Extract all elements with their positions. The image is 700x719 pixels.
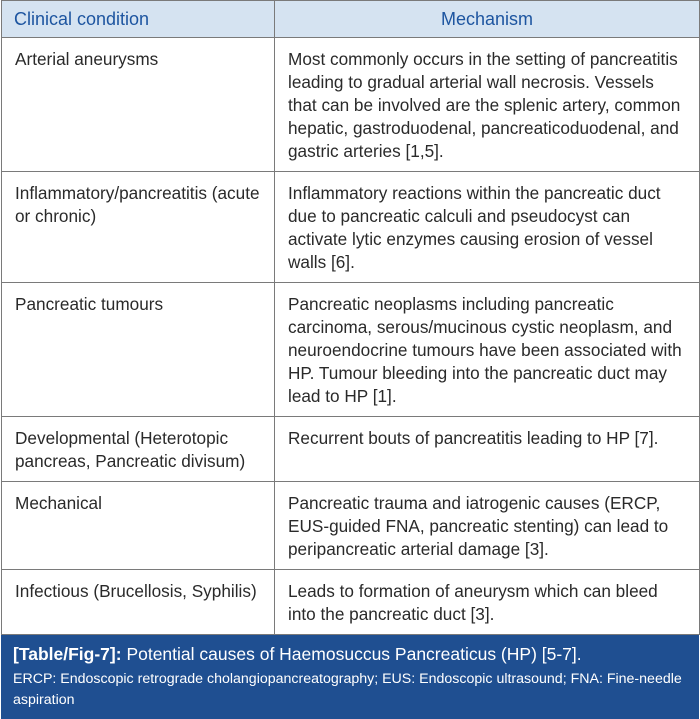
table-row — [2, 417, 700, 482]
mechanism-cell: Recurrent bouts of pancreatitis leading to HP [7]. — [275, 417, 700, 482]
table-row — [2, 172, 700, 283]
caption-title-line — [13, 641, 689, 667]
condition-cell: Mechanical — [2, 482, 275, 570]
table-row — [2, 283, 700, 417]
mechanism-cell: Pancreatic neoplasms including pancreatic carcinoma, serous/mucinous cystic neoplasm, and neuroendocrine tumours have been associated with HP. Tumour bleeding into the pancreatic duct may lead to HP [1]. — [275, 283, 700, 417]
figure-caption — [1, 635, 699, 719]
header-row — [2, 1, 700, 38]
mechanism-cell: Leads to formation of aneurysm which can bleed into the pancreatic duct [3]. — [275, 570, 700, 635]
caption-title: Potential causes of Haemosuccus Pancreaticus (HP) [5-7]. — [126, 644, 582, 664]
header-mechanism: Mechanism — [275, 1, 700, 38]
causes-table — [1, 0, 700, 635]
condition-cell: Arterial aneurysms — [2, 38, 275, 172]
mechanism-cell: Most commonly occurs in the setting of pancreatitis leading to gradual arterial wall necrosis. Vessels that can be involved are the splenic artery, common hepatic, gastroduodenal, pancreaticoduodenal, and gastric arteries [1,5]. — [275, 38, 700, 172]
table-row — [2, 570, 700, 635]
mechanism-cell: Pancreatic trauma and iatrogenic causes (ERCP, EUS-guided FNA, pancreatic stenting) can lead to peripancreatic arterial damage [3]. — [275, 482, 700, 570]
condition-cell: Developmental (Heterotopic pancreas, Pancreatic divisum) — [2, 417, 275, 482]
table-row — [2, 38, 700, 172]
condition-cell: Pancreatic tumours — [2, 283, 275, 417]
caption-label: [Table/Fig-7]: — [13, 644, 122, 664]
caption-abbreviations: ERCP: Endoscopic retrograde cholangiopancreatography; EUS: Endoscopic ultrasound; FNA: Fine-needle aspiration — [13, 671, 682, 708]
header-clinical-condition: Clinical condition — [2, 1, 275, 38]
mechanism-cell: Inflammatory reactions within the pancreatic duct due to pancreatic calculi and pseudocyst can activate lytic enzymes causing erosion of vessel walls [6]. — [275, 172, 700, 283]
table-figure — [1, 0, 699, 719]
table-row — [2, 482, 700, 570]
condition-cell: Inflammatory/pancreatitis (acute or chronic) — [2, 172, 275, 283]
condition-cell: Infectious (Brucellosis, Syphilis) — [2, 570, 275, 635]
